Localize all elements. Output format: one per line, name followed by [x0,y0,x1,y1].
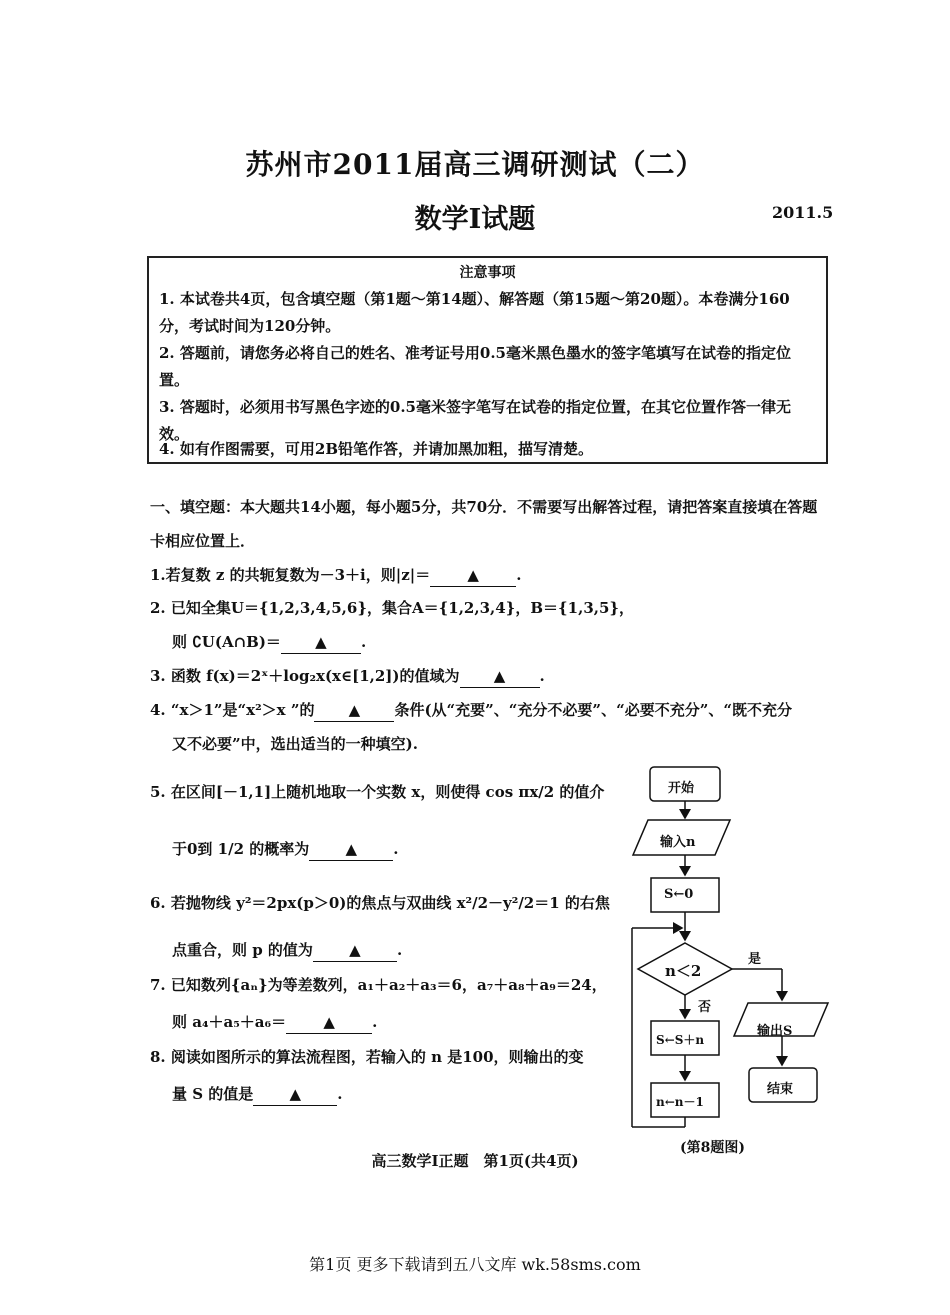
notes-heading: 注意事项 [459,265,516,281]
answer-blank [313,939,397,962]
exam-subtitle: 数学Ⅰ试题 [414,204,536,235]
section-intro: 一、填空题：本大题共14小题，每小题5分，共70分．不需要写出解答过程，请把答案直接填在答题卡相应位置上． [150,498,818,550]
question-text: 3. 函数 f(x)＝2ˣ＋log₂x(x∈[1,2])的值域为 [150,667,460,685]
question-7-line2 [172,1011,377,1034]
end-mark: . [396,941,403,959]
answer-blank [309,838,393,861]
answer-mark: ▲ [348,701,361,719]
answer-mark: ▲ [467,566,479,584]
question-2-line1: 2. 已知全集U＝{1,2,3,4,5,6}，集合A＝{1,2,3,4}，B＝{1,3,5}， [150,599,635,617]
question-4-line1 [150,699,792,722]
question-1 [150,564,521,587]
answer-mark: ▲ [345,840,358,858]
answer-mark: ▲ [493,667,506,685]
fc-no-label: 否 [698,1000,712,1015]
answer-blank [460,665,540,688]
fc-input-label: 输入n [660,835,696,850]
answer-blank [281,631,361,654]
note-item: 2. 答题前，请您务必将自己的姓名、准考证号用0.5毫米黑色墨水的签字笔填写在试卷的指定位置。 [159,344,791,389]
question-4-line2: 又不必要”中，选出适当的一种填空). [172,735,418,753]
fc-output-label: 输出S [757,1024,793,1039]
watermark-text: 第1页 更多下载请到五八文库 wk.58sms.com [309,1255,641,1274]
question-text: 则 a₄＋a₅＋a₆＝ [172,1013,287,1031]
answer-blank [253,1083,337,1106]
fc-start-label: 开始 [668,781,695,796]
fc-yes-label: 是 [748,952,762,967]
question-5-line2 [172,838,398,861]
question-5-line1: 5. 在区间[－1,1]上随机地取一个实数 x，则使得 cos πx/2 的值介 [150,783,605,801]
question-text: 则 ∁U(A∩B)＝ [172,633,281,651]
exam-date: 2011.5 [772,203,834,222]
answer-mark: ▲ [349,941,361,959]
question-3 [150,665,545,688]
note-item: 4. 如有作图需要，可用2B铅笔作答，并请加黑加粗，描写清楚。 [159,440,593,458]
answer-mark: ▲ [315,633,327,651]
question-2-line2 [172,631,366,654]
answer-blank [314,699,394,722]
answer-blank [286,1011,372,1034]
question-text: 于0到 1/2 的概率为 [172,840,310,858]
notes-box [147,256,828,464]
answer-mark: ▲ [323,1013,335,1031]
question-text: 量 S 的值是 [172,1085,254,1103]
answer-blank [430,564,516,587]
end-mark: . [516,566,522,584]
fc-step2-label: n←n－1 [656,1095,704,1109]
fc-caption: (第8题图) [680,1140,745,1156]
fc-step1-label: S←S＋n [656,1033,705,1047]
answer-mark: ▲ [289,1085,302,1103]
page-footer: 高三数学Ⅰ正题 第1页(共4页) [371,1152,579,1170]
question-8-line2 [172,1083,343,1106]
end-mark: . [372,1013,378,1031]
note-item: 1. 本试卷共4页，包含填空题（第1题～第14题）、解答题（第15题～第20题）。本卷满分160分，考试时间为120分钟。 [159,290,790,335]
question-text: 条件(从“充要”、“充分不必要”、“必要不充分”、“既不充分 [394,701,792,719]
question-7-line1: 7. 已知数列{aₙ}为等差数列，a₁＋a₂＋a₃＝6，a₇＋a₈＋a₉＝24， [150,976,607,994]
end-mark: . [539,667,545,685]
end-mark: . [337,1085,343,1103]
question-text: 1.若复数 z 的共轭复数为－3＋i，则|z|＝ [150,566,431,584]
question-8-line1: 8. 阅读如图所示的算法流程图，若输入的 n 是100，则输出的变 [150,1048,584,1066]
question-text: 点重合，则 p 的值为 [172,941,313,959]
question-text: 4. “x＞1”是“x²＞x ”的 [150,701,315,719]
fc-cond-label: n＜2 [665,962,702,980]
question-6-line1: 6. 若抛物线 y²＝2px(p＞0)的焦点与双曲线 x²/2－y²/2＝1 的右焦 [150,894,610,912]
note-item: 3. 答题时，必须用书写黑色字迹的0.5毫米签字笔写在试卷的指定位置，在其它位置作答一律无效。 [159,398,791,443]
end-mark: . [393,840,399,858]
fc-end-label: 结束 [767,1082,794,1097]
page-title: 苏州市2011届高三调研测试（二） [245,148,705,181]
flowchart [620,760,840,1145]
end-mark: . [360,633,367,651]
question-6-line2 [172,939,402,962]
fc-init-label: S←0 [664,887,694,902]
